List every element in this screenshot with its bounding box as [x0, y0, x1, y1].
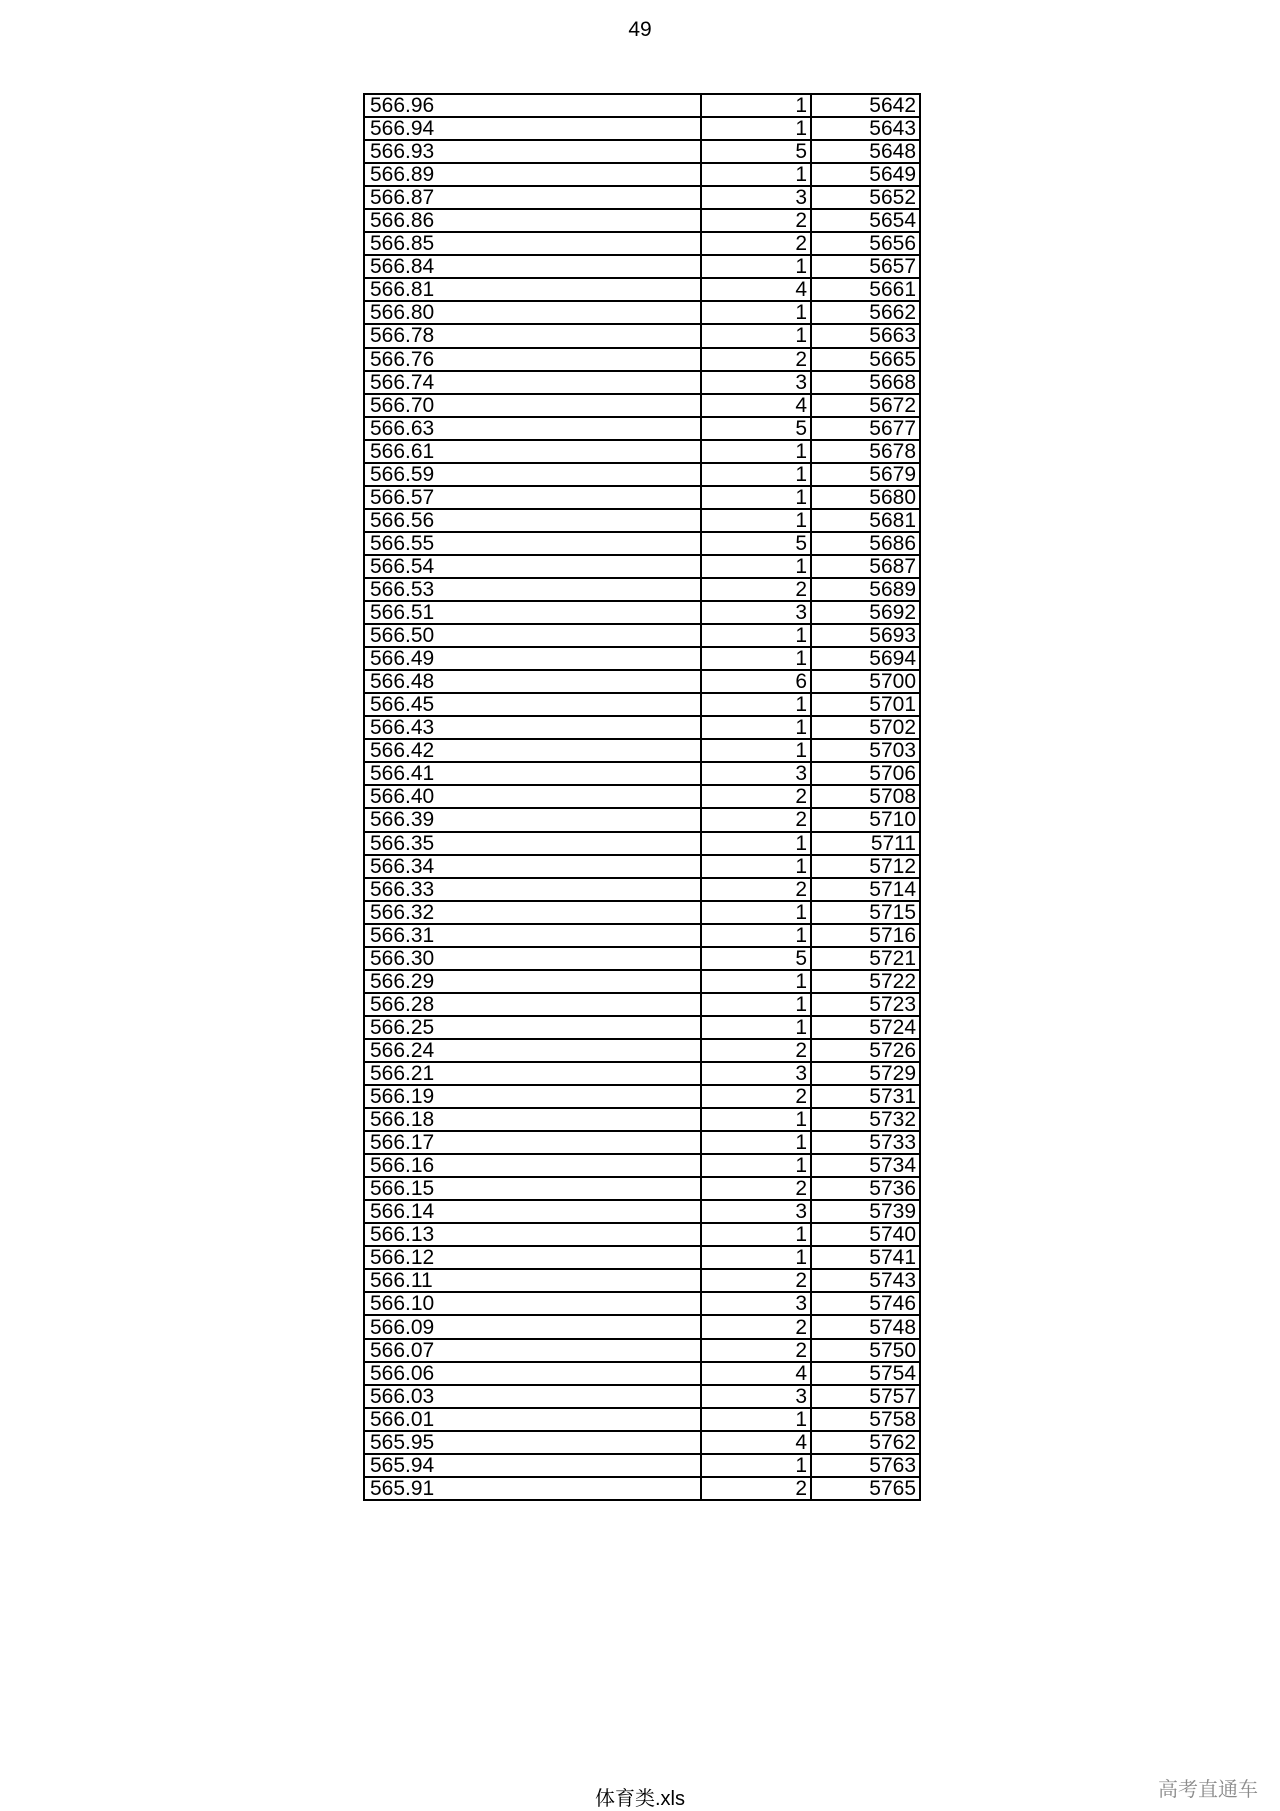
count-cell: 3	[701, 1385, 811, 1408]
score-cell: 566.25	[364, 1016, 701, 1039]
cumulative-cell: 5692	[811, 601, 920, 624]
score-cell: 566.33	[364, 878, 701, 901]
table-row	[364, 1246, 920, 1269]
cumulative-cell: 5734	[811, 1154, 920, 1177]
cumulative-cell: 5743	[811, 1269, 920, 1292]
cumulative-cell: 5731	[811, 1085, 920, 1108]
table-row	[364, 993, 920, 1016]
score-cell: 566.59	[364, 463, 701, 486]
score-cell: 566.43	[364, 716, 701, 739]
table-row	[364, 970, 920, 993]
score-cell: 566.53	[364, 578, 701, 601]
table-row	[364, 1477, 920, 1500]
cumulative-cell: 5732	[811, 1108, 920, 1131]
cumulative-cell: 5668	[811, 371, 920, 394]
count-cell: 5	[701, 947, 811, 970]
cumulative-cell: 5681	[811, 509, 920, 532]
cumulative-cell: 5748	[811, 1315, 920, 1338]
cumulative-cell: 5724	[811, 1016, 920, 1039]
cumulative-cell: 5656	[811, 232, 920, 255]
score-cell: 566.11	[364, 1269, 701, 1292]
score-cell: 566.41	[364, 762, 701, 785]
count-cell: 1	[701, 993, 811, 1016]
score-cell: 566.13	[364, 1223, 701, 1246]
count-cell: 2	[701, 1339, 811, 1362]
count-cell: 2	[701, 878, 811, 901]
score-cell: 565.95	[364, 1431, 701, 1454]
table-row	[364, 1385, 920, 1408]
cumulative-cell: 5648	[811, 140, 920, 163]
score-cell: 566.18	[364, 1108, 701, 1131]
score-cell: 566.81	[364, 278, 701, 301]
table-row	[364, 739, 920, 762]
score-cell: 566.89	[364, 163, 701, 186]
table-row	[364, 716, 920, 739]
table-row	[364, 371, 920, 394]
count-cell: 1	[701, 117, 811, 140]
cumulative-cell: 5663	[811, 324, 920, 347]
count-cell: 6	[701, 670, 811, 693]
score-cell: 566.07	[364, 1339, 701, 1362]
table-row	[364, 578, 920, 601]
score-cell: 566.87	[364, 186, 701, 209]
score-cell: 566.16	[364, 1154, 701, 1177]
cumulative-cell: 5754	[811, 1362, 920, 1385]
cumulative-cell: 5689	[811, 578, 920, 601]
cumulative-cell: 5679	[811, 463, 920, 486]
count-cell: 5	[701, 532, 811, 555]
table-row	[364, 1016, 920, 1039]
count-cell: 1	[701, 555, 811, 578]
table-row	[364, 301, 920, 324]
count-cell: 1	[701, 647, 811, 670]
count-cell: 2	[701, 1177, 811, 1200]
count-cell: 1	[701, 301, 811, 324]
count-cell: 1	[701, 1016, 811, 1039]
cumulative-cell: 5746	[811, 1292, 920, 1315]
table-row	[364, 1292, 920, 1315]
score-cell: 566.42	[364, 739, 701, 762]
score-cell: 566.09	[364, 1315, 701, 1338]
count-cell: 1	[701, 163, 811, 186]
count-cell: 1	[701, 1246, 811, 1269]
count-cell: 5	[701, 140, 811, 163]
score-cell: 566.19	[364, 1085, 701, 1108]
count-cell: 1	[701, 739, 811, 762]
count-cell: 2	[701, 578, 811, 601]
table-row	[364, 532, 920, 555]
cumulative-cell: 5757	[811, 1385, 920, 1408]
count-cell: 2	[701, 232, 811, 255]
cumulative-cell: 5710	[811, 808, 920, 831]
score-cell: 566.80	[364, 301, 701, 324]
table-row	[364, 1408, 920, 1431]
count-cell: 4	[701, 278, 811, 301]
count-cell: 1	[701, 901, 811, 924]
count-cell: 1	[701, 1408, 811, 1431]
count-cell: 4	[701, 1362, 811, 1385]
table-row	[364, 1454, 920, 1477]
cumulative-cell: 5708	[811, 785, 920, 808]
table-row	[364, 394, 920, 417]
table-row	[364, 140, 920, 163]
count-cell: 1	[701, 855, 811, 878]
count-cell: 1	[701, 324, 811, 347]
score-cell: 566.21	[364, 1062, 701, 1085]
cumulative-cell: 5763	[811, 1454, 920, 1477]
cumulative-cell: 5662	[811, 301, 920, 324]
score-cell: 566.24	[364, 1039, 701, 1062]
cumulative-cell: 5758	[811, 1408, 920, 1431]
table-row	[364, 94, 920, 117]
count-cell: 3	[701, 186, 811, 209]
cumulative-cell: 5657	[811, 255, 920, 278]
table-row	[364, 647, 920, 670]
table-row	[364, 463, 920, 486]
cumulative-cell: 5678	[811, 440, 920, 463]
table-row	[364, 1362, 920, 1385]
cumulative-cell: 5703	[811, 739, 920, 762]
count-cell: 3	[701, 601, 811, 624]
table-row	[364, 1200, 920, 1223]
table-row	[364, 693, 920, 716]
score-cell: 566.31	[364, 924, 701, 947]
score-cell: 566.56	[364, 509, 701, 532]
page-number: 49	[628, 18, 652, 41]
cumulative-cell: 5702	[811, 716, 920, 739]
score-cell: 566.12	[364, 1246, 701, 1269]
table-row	[364, 278, 920, 301]
score-table-body	[364, 94, 920, 1500]
count-cell: 2	[701, 808, 811, 831]
score-cell: 566.57	[364, 486, 701, 509]
count-cell: 1	[701, 440, 811, 463]
count-cell: 1	[701, 255, 811, 278]
cumulative-cell: 5665	[811, 348, 920, 371]
count-cell: 3	[701, 1292, 811, 1315]
table-row	[364, 901, 920, 924]
table-row	[364, 1269, 920, 1292]
count-cell: 2	[701, 209, 811, 232]
count-cell: 2	[701, 1315, 811, 1338]
table-row	[364, 486, 920, 509]
score-cell: 566.48	[364, 670, 701, 693]
cumulative-cell: 5741	[811, 1246, 920, 1269]
score-cell: 566.45	[364, 693, 701, 716]
cumulative-cell: 5765	[811, 1477, 920, 1500]
count-cell: 1	[701, 624, 811, 647]
count-cell: 2	[701, 1039, 811, 1062]
score-table	[363, 93, 921, 1501]
cumulative-cell: 5693	[811, 624, 920, 647]
footer-filename: 体育类.xls	[595, 1788, 685, 1810]
table-row	[364, 1131, 920, 1154]
cumulative-cell: 5642	[811, 94, 920, 117]
count-cell: 4	[701, 1431, 811, 1454]
score-cell: 566.76	[364, 348, 701, 371]
cumulative-cell: 5694	[811, 647, 920, 670]
table-row	[364, 255, 920, 278]
table-row	[364, 1223, 920, 1246]
cumulative-cell: 5733	[811, 1131, 920, 1154]
count-cell: 3	[701, 371, 811, 394]
table-row	[364, 163, 920, 186]
score-cell: 566.14	[364, 1200, 701, 1223]
table-row	[364, 555, 920, 578]
count-cell: 1	[701, 94, 811, 117]
table-row	[364, 417, 920, 440]
table-row	[364, 878, 920, 901]
score-cell: 566.93	[364, 140, 701, 163]
cumulative-cell: 5700	[811, 670, 920, 693]
score-cell: 566.78	[364, 324, 701, 347]
count-cell: 3	[701, 762, 811, 785]
score-cell: 565.91	[364, 1477, 701, 1500]
table-row	[364, 1315, 920, 1338]
score-cell: 566.54	[364, 555, 701, 578]
table-row	[364, 1039, 920, 1062]
cumulative-cell: 5687	[811, 555, 920, 578]
table-row	[364, 232, 920, 255]
cumulative-cell: 5706	[811, 762, 920, 785]
table-row	[364, 855, 920, 878]
table-row	[364, 440, 920, 463]
score-cell: 566.39	[364, 808, 701, 831]
count-cell: 1	[701, 1154, 811, 1177]
score-cell: 566.51	[364, 601, 701, 624]
count-cell: 3	[701, 1062, 811, 1085]
cumulative-cell: 5712	[811, 855, 920, 878]
count-cell: 2	[701, 1269, 811, 1292]
score-cell: 566.50	[364, 624, 701, 647]
table-row	[364, 762, 920, 785]
table-row	[364, 324, 920, 347]
cumulative-cell: 5714	[811, 878, 920, 901]
table-row	[364, 947, 920, 970]
cumulative-cell: 5643	[811, 117, 920, 140]
count-cell: 1	[701, 1223, 811, 1246]
score-cell: 566.17	[364, 1131, 701, 1154]
score-cell: 565.94	[364, 1454, 701, 1477]
score-cell: 566.94	[364, 117, 701, 140]
table-row	[364, 509, 920, 532]
count-cell: 2	[701, 348, 811, 371]
cumulative-cell: 5722	[811, 970, 920, 993]
cumulative-cell: 5672	[811, 394, 920, 417]
table-row	[364, 348, 920, 371]
cumulative-cell: 5729	[811, 1062, 920, 1085]
score-cell: 566.84	[364, 255, 701, 278]
count-cell: 2	[701, 1477, 811, 1500]
score-cell: 566.55	[364, 532, 701, 555]
count-cell: 2	[701, 1085, 811, 1108]
table-row	[364, 117, 920, 140]
count-cell: 1	[701, 509, 811, 532]
score-cell: 566.34	[364, 855, 701, 878]
table-row	[364, 832, 920, 855]
table-row	[364, 1431, 920, 1454]
table-row	[364, 601, 920, 624]
count-cell: 1	[701, 1131, 811, 1154]
score-cell: 566.29	[364, 970, 701, 993]
score-cell: 566.30	[364, 947, 701, 970]
table-row	[364, 209, 920, 232]
count-cell: 1	[701, 924, 811, 947]
count-cell: 4	[701, 394, 811, 417]
cumulative-cell: 5739	[811, 1200, 920, 1223]
cumulative-cell: 5716	[811, 924, 920, 947]
cumulative-cell: 5654	[811, 209, 920, 232]
table-row	[364, 1108, 920, 1131]
table-row	[364, 924, 920, 947]
count-cell: 5	[701, 417, 811, 440]
count-cell: 1	[701, 1108, 811, 1131]
cumulative-cell: 5740	[811, 1223, 920, 1246]
table-row	[364, 1339, 920, 1362]
cumulative-cell: 5680	[811, 486, 920, 509]
table-row	[364, 186, 920, 209]
count-cell: 1	[701, 716, 811, 739]
table-row	[364, 1154, 920, 1177]
table-row	[364, 1177, 920, 1200]
table-row	[364, 785, 920, 808]
score-cell: 566.85	[364, 232, 701, 255]
score-cell: 566.01	[364, 1408, 701, 1431]
table-row	[364, 624, 920, 647]
cumulative-cell: 5723	[811, 993, 920, 1016]
cumulative-cell: 5686	[811, 532, 920, 555]
watermark: 高考直通车	[1158, 1779, 1258, 1801]
score-cell: 566.61	[364, 440, 701, 463]
score-cell: 566.74	[364, 371, 701, 394]
cumulative-cell: 5711	[811, 832, 920, 855]
score-cell: 566.03	[364, 1385, 701, 1408]
count-cell: 1	[701, 1454, 811, 1477]
score-cell: 566.63	[364, 417, 701, 440]
count-cell: 1	[701, 486, 811, 509]
cumulative-cell: 5721	[811, 947, 920, 970]
count-cell: 1	[701, 693, 811, 716]
score-cell: 566.40	[364, 785, 701, 808]
table-row	[364, 1085, 920, 1108]
count-cell: 3	[701, 1200, 811, 1223]
score-cell: 566.32	[364, 901, 701, 924]
cumulative-cell: 5701	[811, 693, 920, 716]
score-cell: 566.70	[364, 394, 701, 417]
table-row	[364, 1062, 920, 1085]
score-cell: 566.06	[364, 1362, 701, 1385]
score-cell: 566.28	[364, 993, 701, 1016]
score-cell: 566.10	[364, 1292, 701, 1315]
score-cell: 566.15	[364, 1177, 701, 1200]
cumulative-cell: 5652	[811, 186, 920, 209]
cumulative-cell: 5649	[811, 163, 920, 186]
count-cell: 1	[701, 463, 811, 486]
table-row	[364, 808, 920, 831]
score-cell: 566.86	[364, 209, 701, 232]
cumulative-cell: 5715	[811, 901, 920, 924]
count-cell: 1	[701, 970, 811, 993]
cumulative-cell: 5736	[811, 1177, 920, 1200]
cumulative-cell: 5661	[811, 278, 920, 301]
cumulative-cell: 5726	[811, 1039, 920, 1062]
score-cell: 566.35	[364, 832, 701, 855]
score-cell: 566.49	[364, 647, 701, 670]
table-row	[364, 670, 920, 693]
count-cell: 2	[701, 785, 811, 808]
cumulative-cell: 5762	[811, 1431, 920, 1454]
cumulative-cell: 5750	[811, 1339, 920, 1362]
score-cell: 566.96	[364, 94, 701, 117]
cumulative-cell: 5677	[811, 417, 920, 440]
count-cell: 1	[701, 832, 811, 855]
